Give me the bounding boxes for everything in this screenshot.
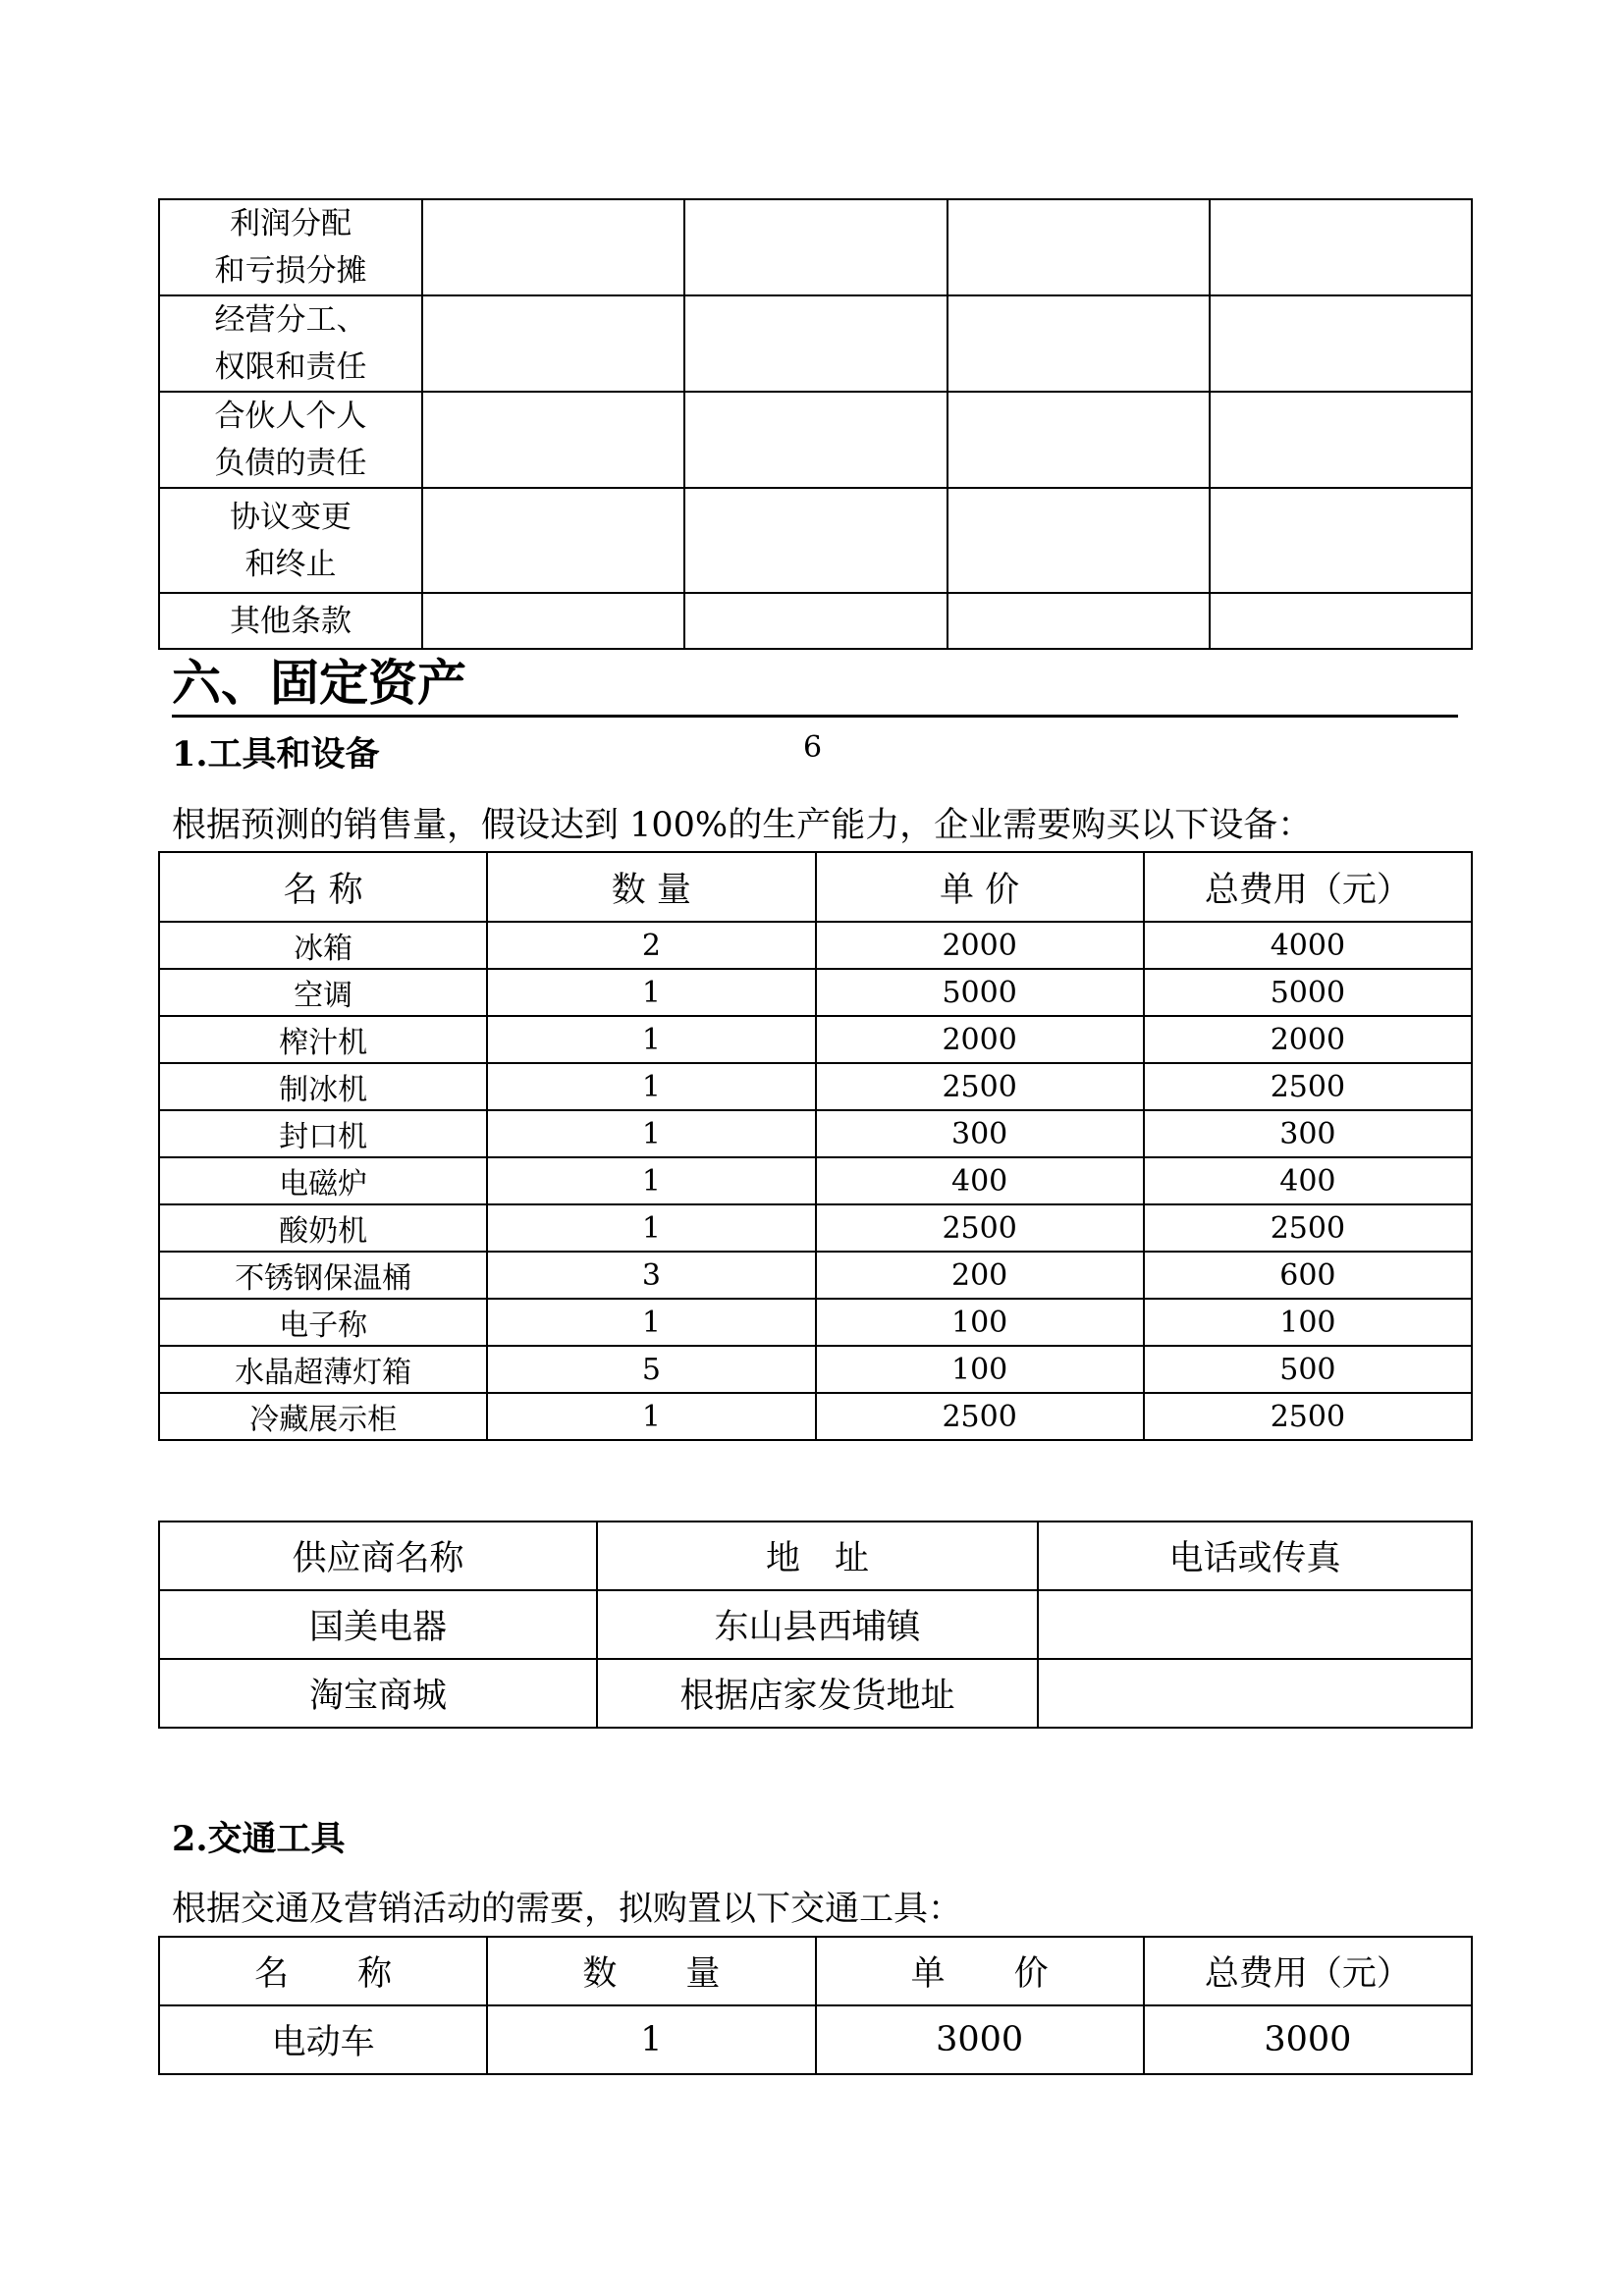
item-unit-price: 100 (816, 1346, 1144, 1393)
item-quantity: 2 (487, 922, 815, 969)
item-name: 电子称 (159, 1299, 487, 1346)
vehicles-heading: 2.交通工具 (172, 1819, 346, 1859)
vehicles-intro: 根据交通及营销活动的需要，拟购置以下交通工具： (172, 1890, 963, 1929)
supplier-name: 国美电器 (159, 1590, 597, 1659)
clause-label: 合伙人个人 负债的责任 (159, 392, 422, 488)
table-row (159, 295, 1472, 392)
table-row (159, 1016, 1472, 1063)
item-unit-price: 2000 (816, 1016, 1144, 1063)
item-total: 2000 (1144, 1016, 1472, 1063)
section-title: 六、固定资产 (172, 652, 1458, 718)
table-row (159, 1393, 1472, 1440)
table-row (159, 1252, 1472, 1299)
item-quantity: 1 (487, 1016, 815, 1063)
item-name: 酸奶机 (159, 1204, 487, 1252)
item-name: 制冰机 (159, 1063, 487, 1110)
table-header-row (159, 1522, 1472, 1590)
table-header-row (159, 1937, 1472, 2005)
column-header: 电话或传真 (1038, 1522, 1472, 1590)
supplier-phone (1038, 1590, 1472, 1659)
item-name: 冰箱 (159, 922, 487, 969)
table-cell (684, 295, 947, 392)
table-cell (422, 488, 684, 593)
item-quantity: 1 (487, 969, 815, 1016)
equipment-intro: 根据预测的销售量，假设达到 100%的生产能力，企业需要购买以下设备： (172, 806, 1313, 845)
table-row (159, 392, 1472, 488)
item-total: 2500 (1144, 1393, 1472, 1440)
item-quantity: 1 (487, 1063, 815, 1110)
item-name: 电磁炉 (159, 1157, 487, 1204)
item-unit-price: 2000 (816, 922, 1144, 969)
clause-label: 经营分工、 权限和责任 (159, 295, 422, 392)
column-header: 数 量 (487, 1937, 815, 2005)
table-row (159, 199, 1472, 295)
item-quantity: 3 (487, 1252, 815, 1299)
column-header: 名 称 (159, 1937, 487, 2005)
item-name: 空调 (159, 969, 487, 1016)
table-row (159, 1659, 1472, 1728)
table-cell (947, 392, 1210, 488)
item-total: 400 (1144, 1157, 1472, 1204)
item-name: 榨汁机 (159, 1016, 487, 1063)
table-cell (1210, 199, 1472, 295)
item-name: 冷藏展示柜 (159, 1393, 487, 1440)
table-row (159, 1157, 1472, 1204)
table-cell (422, 199, 684, 295)
table-row (159, 2005, 1472, 2074)
column-header: 供应商名称 (159, 1522, 597, 1590)
column-header: 总费用（元） (1144, 1937, 1472, 2005)
item-quantity: 1 (487, 2005, 815, 2074)
item-quantity: 5 (487, 1346, 815, 1393)
table-cell (684, 199, 947, 295)
item-quantity: 1 (487, 1393, 815, 1440)
item-quantity: 1 (487, 1110, 815, 1157)
table-row (159, 1590, 1472, 1659)
item-unit-price: 400 (816, 1157, 1144, 1204)
column-header: 地 址 (597, 1522, 1038, 1590)
item-quantity: 1 (487, 1299, 815, 1346)
column-header: 名 称 (159, 852, 487, 922)
table-cell (422, 295, 684, 392)
item-total: 3000 (1144, 2005, 1472, 2074)
table-cell (947, 488, 1210, 593)
table-row (159, 969, 1472, 1016)
item-total: 100 (1144, 1299, 1472, 1346)
table-cell (1210, 488, 1472, 593)
item-name: 封口机 (159, 1110, 487, 1157)
item-name: 电动车 (159, 2005, 487, 2074)
item-total: 300 (1144, 1110, 1472, 1157)
supplier-address: 东山县西埔镇 (597, 1590, 1038, 1659)
table-cell (684, 488, 947, 593)
item-total: 4000 (1144, 922, 1472, 969)
table-cell (947, 295, 1210, 392)
item-unit-price: 2500 (816, 1393, 1144, 1440)
column-header: 单 价 (816, 1937, 1144, 2005)
table-cell (1210, 392, 1472, 488)
table-row (159, 1346, 1472, 1393)
table-cell (947, 199, 1210, 295)
column-header: 总费用（元） (1144, 852, 1472, 922)
table-cell (422, 392, 684, 488)
table-row (159, 1063, 1472, 1110)
clause-label: 协议变更 和终止 (159, 488, 422, 593)
table-cell (1210, 295, 1472, 392)
table-cell (684, 392, 947, 488)
item-unit-price: 2500 (816, 1063, 1144, 1110)
equipment-heading: 1.工具和设备 (172, 734, 380, 774)
item-total: 2500 (1144, 1063, 1472, 1110)
table-row (159, 593, 1472, 649)
table-row (159, 1204, 1472, 1252)
item-name: 水晶超薄灯箱 (159, 1346, 487, 1393)
table-cell (947, 593, 1210, 649)
item-quantity: 1 (487, 1157, 815, 1204)
item-unit-price: 3000 (816, 2005, 1144, 2074)
table-row (159, 1110, 1472, 1157)
table-cell (422, 593, 684, 649)
item-unit-price: 200 (816, 1252, 1144, 1299)
supplier-phone (1038, 1659, 1472, 1728)
item-unit-price: 100 (816, 1299, 1144, 1346)
clause-label: 利润分配 和亏损分摊 (159, 199, 422, 295)
column-header: 单 价 (816, 852, 1144, 922)
item-unit-price: 5000 (816, 969, 1144, 1016)
item-total: 2500 (1144, 1204, 1472, 1252)
vehicles-table (158, 1936, 1473, 2075)
item-unit-price: 300 (816, 1110, 1144, 1157)
item-quantity: 1 (487, 1204, 815, 1252)
equipment-table (158, 851, 1473, 1441)
column-header: 数 量 (487, 852, 815, 922)
supplier-name: 淘宝商城 (159, 1659, 597, 1728)
clause-label: 其他条款 (159, 593, 422, 649)
table-header-row (159, 852, 1472, 922)
supplier-address: 根据店家发货地址 (597, 1659, 1038, 1728)
table-cell (1210, 593, 1472, 649)
item-unit-price: 2500 (816, 1204, 1144, 1252)
table-cell (684, 593, 947, 649)
suppliers-table (158, 1521, 1473, 1729)
item-name: 不锈钢保温桶 (159, 1252, 487, 1299)
item-total: 600 (1144, 1252, 1472, 1299)
clauses-table (158, 198, 1473, 650)
page-number: 6 (803, 730, 823, 765)
item-total: 500 (1144, 1346, 1472, 1393)
table-row (159, 1299, 1472, 1346)
table-row (159, 922, 1472, 969)
table-row (159, 488, 1472, 593)
item-total: 5000 (1144, 969, 1472, 1016)
